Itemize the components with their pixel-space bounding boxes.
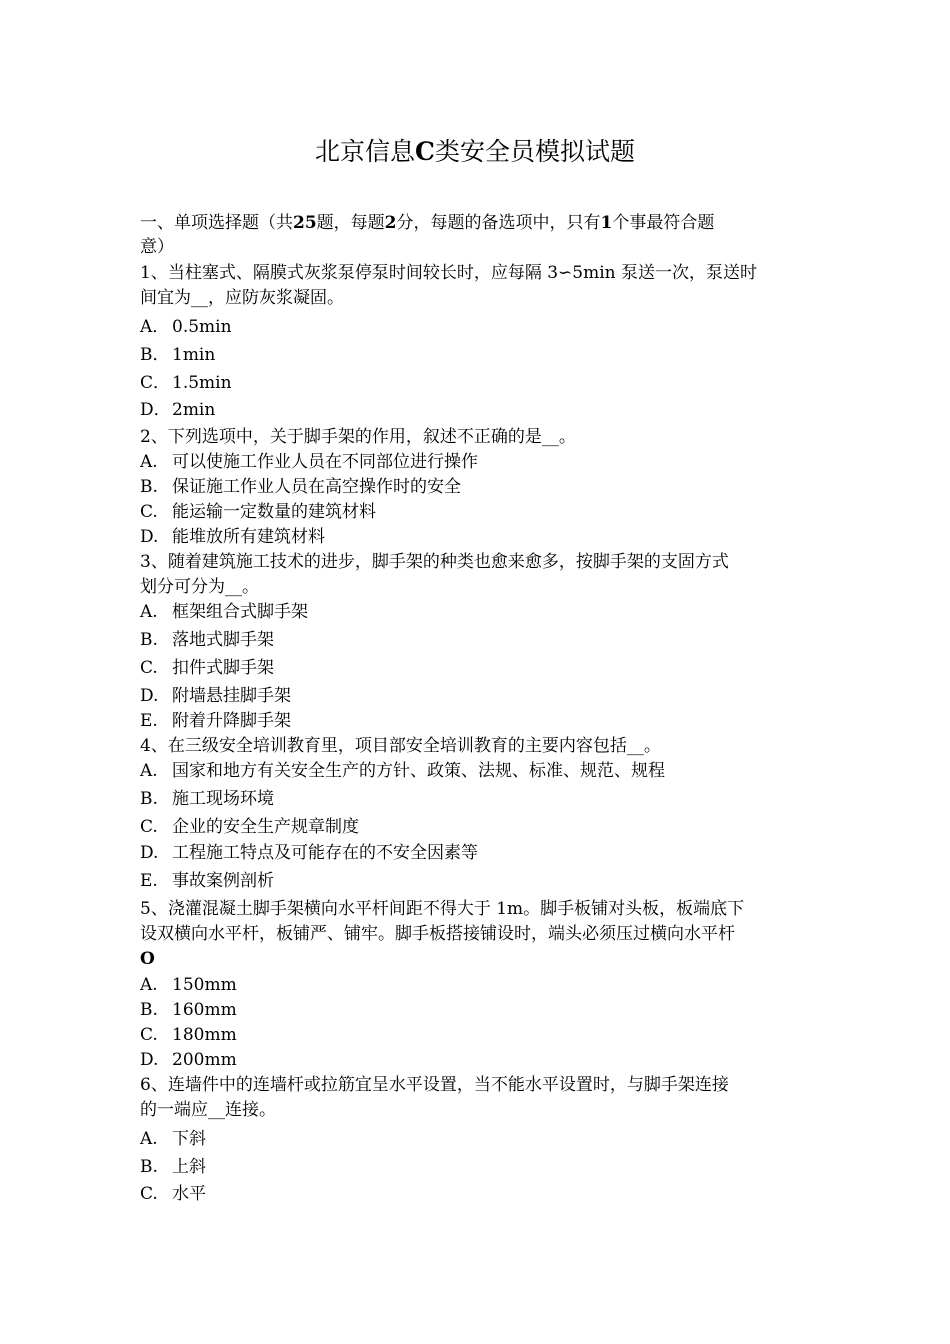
section-heading-line-2: 意） [140, 237, 174, 257]
option-item: A. 可以使施工作业人员在不同部位进行操作 [140, 452, 478, 472]
option-item: C. 180mm [140, 1025, 237, 1045]
option-item: D．2min [140, 400, 216, 420]
option-item: A. 150mm [140, 975, 237, 995]
question-2-text: 2、下列选项中，关于脚手架的作用，叙述不正确的是__。 [140, 427, 576, 447]
option-item: D. 200mm [140, 1050, 237, 1070]
question-6-text: 的一端应__连接。 [140, 1100, 276, 1120]
option-item: B. 保证施工作业人员在高空操作时的安全 [140, 477, 461, 497]
option-item: B. 160mm [140, 1000, 237, 1020]
option-item: E. 事故案例剖析 [140, 871, 274, 891]
option-item: B. 施工现场环境 [140, 789, 274, 809]
option-item: C. 扣件式脚手架 [140, 658, 274, 678]
option-item: C. 能运输一定数量的建筑材料 [140, 502, 376, 522]
question-6-text: 6、连墙件中的连墙杆或拉筋宜呈水平设置，当不能水平设置时，与脚手架连接 [140, 1075, 729, 1095]
section-heading-line-1: 一、单项选择题（共25题，每题2分，每题的备选项中，只有1个事最符合题 [140, 213, 715, 233]
question-5-text: O [140, 949, 155, 969]
option-item: B． 1min [140, 345, 216, 365]
option-item: D. 附墙悬挂脚手架 [140, 686, 291, 706]
option-item: A. 下斜 [140, 1129, 206, 1149]
option-item: D. 工程施工特点及可能存在的不安全因素等 [140, 843, 478, 863]
option-item: B. 上斜 [140, 1157, 206, 1177]
option-item: E. 附着升降脚手架 [140, 711, 291, 731]
option-item: C． 1.5min [140, 373, 232, 393]
option-item: C. 企业的安全生产规章制度 [140, 817, 359, 837]
option-item: A. 国家和地方有关安全生产的方针、政策、法规、标准、规范、规程 [140, 761, 665, 781]
question-3-text: 3、随着建筑施工技术的进步，脚手架的种类也愈来愈多，按脚手架的支固方式 [140, 552, 729, 572]
page-title: 北京信息C类安全员模拟试题 [315, 137, 635, 166]
question-1-text: 间宜为__，应防灰浆凝固。 [140, 288, 344, 308]
option-item: A． 0.5min [140, 317, 232, 337]
option-item: A. 框架组合式脚手架 [140, 602, 308, 622]
option-item: B. 落地式脚手架 [140, 630, 274, 650]
question-5-text: 5、浇灌混凝土脚手架横向水平杆间距不得大于 1m。脚手板铺对头板，板端底下 [140, 899, 745, 919]
question-1-text: 1、当柱塞式、隔膜式灰浆泵停泵时间较长时，应每隔 3∽5min 泵送一次，泵送时 [140, 263, 758, 283]
option-item: C. 水平 [140, 1184, 206, 1204]
question-3-text: 划分可分为__。 [140, 577, 259, 597]
question-4-text: 4、在三级安全培训教育里，项目部安全培训教育的主要内容包括__。 [140, 736, 661, 756]
question-5-text: 设双横向水平杆，板铺严、铺牢。脚手板搭接铺设时，端头必须压过横向水平杆 [140, 924, 735, 944]
option-item: D. 能堆放所有建筑材料 [140, 527, 325, 547]
